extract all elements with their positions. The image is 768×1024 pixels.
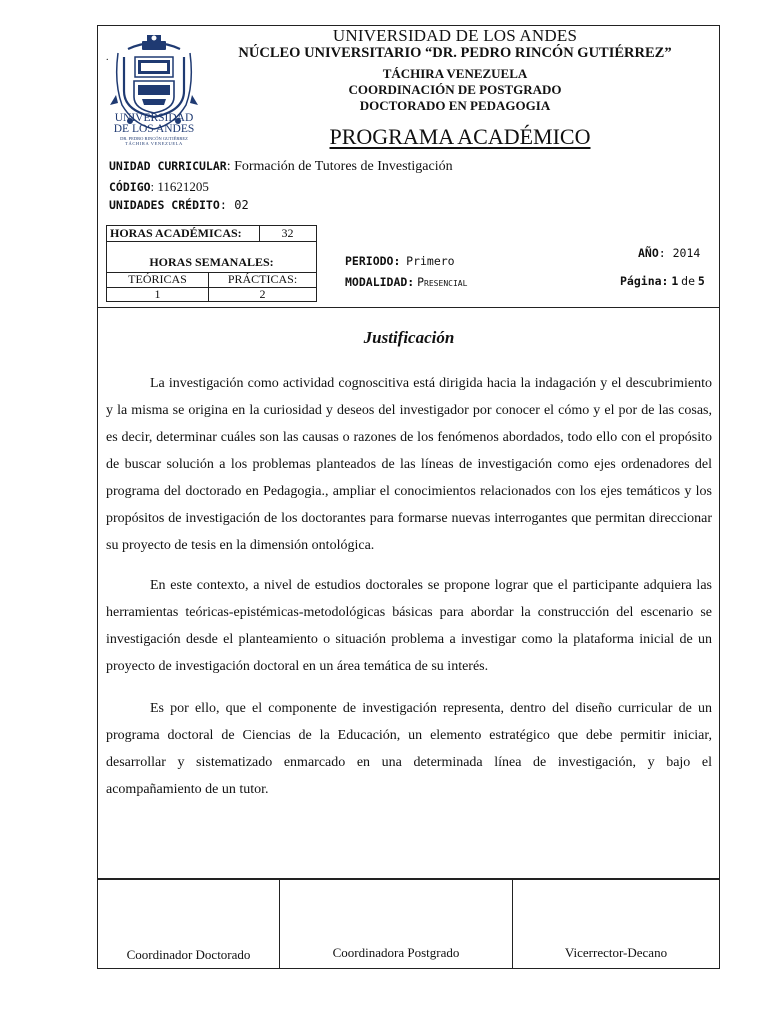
paragraph-3: Es por ello, que el componente de investigación representa, dentro del diseño curricular de un programa doctoral de Ciencias de la Educación, un elemento estratégico que debe permitir iniciar, desarrollar y sistematizado enmarcado en una determinada línea de investigación, y bajo el acompañamiento de un tutor. bbox=[106, 701, 712, 797]
course-code bbox=[109, 179, 209, 195]
section-title: Justificación bbox=[363, 328, 455, 347]
curricular-unit-label: UNIDAD CURRICULAR bbox=[109, 159, 227, 173]
curricular-unit-value: : Formación de Tutores de Investigación bbox=[226, 159, 453, 174]
signature-divider bbox=[97, 878, 720, 880]
signature-vice-rector: Vicerrector-Decano bbox=[564, 945, 668, 960]
paragraph-2: En este contexto, a nivel de estudios doctorales se propone lograr que el participante adquiera las herramientas teóricas-epistémicas-metodológicas básicas para abordar la construcción del escenario se investigación desde el planteamiento o situación problema a investigar como la plataforma inicial de un proyecto de investigación doctoral en un área temática de su interés. bbox=[106, 578, 712, 674]
page-number bbox=[620, 274, 705, 288]
signature-coordinator-postgraduate: Coordinadora Postgrado bbox=[332, 945, 460, 960]
logo-line-3: DR. PEDRO RINCÓN GUTIÉRREZ bbox=[120, 136, 188, 141]
location: TÁCHIRA VENEZUELA bbox=[382, 66, 528, 81]
program-name: DOCTORADO EN PEDAGOGIA bbox=[359, 98, 551, 113]
page-current: 1 bbox=[671, 274, 679, 288]
year bbox=[638, 246, 700, 260]
period-value: Primero bbox=[406, 254, 455, 268]
year-value: : 2014 bbox=[658, 246, 701, 260]
hours-table bbox=[106, 225, 317, 302]
academic-hours-label: HORAS ACADÉMICAS: bbox=[110, 226, 242, 240]
signature-coordinator-doctorate: Coordinador Doctorado bbox=[126, 947, 251, 962]
coordination: COORDINACIÓN DE POSTGRADO bbox=[348, 82, 562, 97]
logo-line-1: UNIVERSIDAD bbox=[114, 112, 194, 124]
credit-units bbox=[109, 197, 249, 213]
curricular-unit bbox=[109, 158, 453, 175]
university-name: UNIVERSIDAD DE LOS ANDES bbox=[332, 26, 578, 45]
modality bbox=[345, 275, 467, 289]
practice-value: 2 bbox=[259, 287, 266, 301]
document-title: PROGRAMA ACADÉMICO bbox=[329, 124, 591, 149]
credit-units-label: UNIDADES CRÉDITO bbox=[109, 198, 220, 212]
course-code-label: CÓDIGO bbox=[109, 180, 151, 194]
page-label: Página: bbox=[620, 274, 669, 288]
weekly-hours-label: HORAS SEMANALES: bbox=[149, 255, 274, 269]
logo-line-2: DE LOS ANDES bbox=[113, 123, 195, 135]
modality-value: Presencial bbox=[417, 275, 468, 289]
header-divider bbox=[97, 307, 720, 308]
practice-label: PRÁCTICAS: bbox=[227, 272, 298, 286]
academic-hours-value: 32 bbox=[281, 226, 294, 240]
theory-label: TEÓRICAS bbox=[128, 272, 187, 286]
modality-label: MODALIDAD: bbox=[345, 275, 415, 289]
page-total: 5 bbox=[697, 274, 705, 288]
theory-value: 1 bbox=[154, 287, 161, 301]
credit-units-value: : 02 bbox=[219, 198, 249, 212]
course-code-value: : 11621205 bbox=[150, 179, 209, 194]
header-mark: . bbox=[106, 52, 109, 63]
nucleus-name: NÚCLEO UNIVERSITARIO “DR. PEDRO RINCÓN GUTIÉRREZ” bbox=[238, 45, 672, 61]
period-label: PERIODO: bbox=[345, 254, 401, 268]
year-label: AÑO bbox=[638, 246, 659, 260]
page-of: de bbox=[681, 274, 696, 288]
period bbox=[345, 254, 455, 268]
logo-wordmark bbox=[106, 113, 202, 146]
logo-line-4: TÁCHIRA VENEZUELA bbox=[125, 141, 183, 146]
paragraph-1: La investigación como actividad cognoscitiva está dirigida hacia la indagación y el descubrimiento y la misma se origina en la curiosidad y deseos del investigador por conocer el cómo y el por de las cosas, es decir, determinar cuáles son las causas o razones de los fenómenos abordados, todo ello con el propósito de buscar solución a los problemas planteados de las líneas de investigación como ejes ordenadores del programa del doctorado en Pedagogia., ampliar el conocimientos relacionados con los ejes temáticos y los propósitos de investigación de los doctorantes para formarse nuevas interrogantes que permitan direccionar su proyecto de tesis en la dimensión ontológica. bbox=[106, 376, 712, 553]
